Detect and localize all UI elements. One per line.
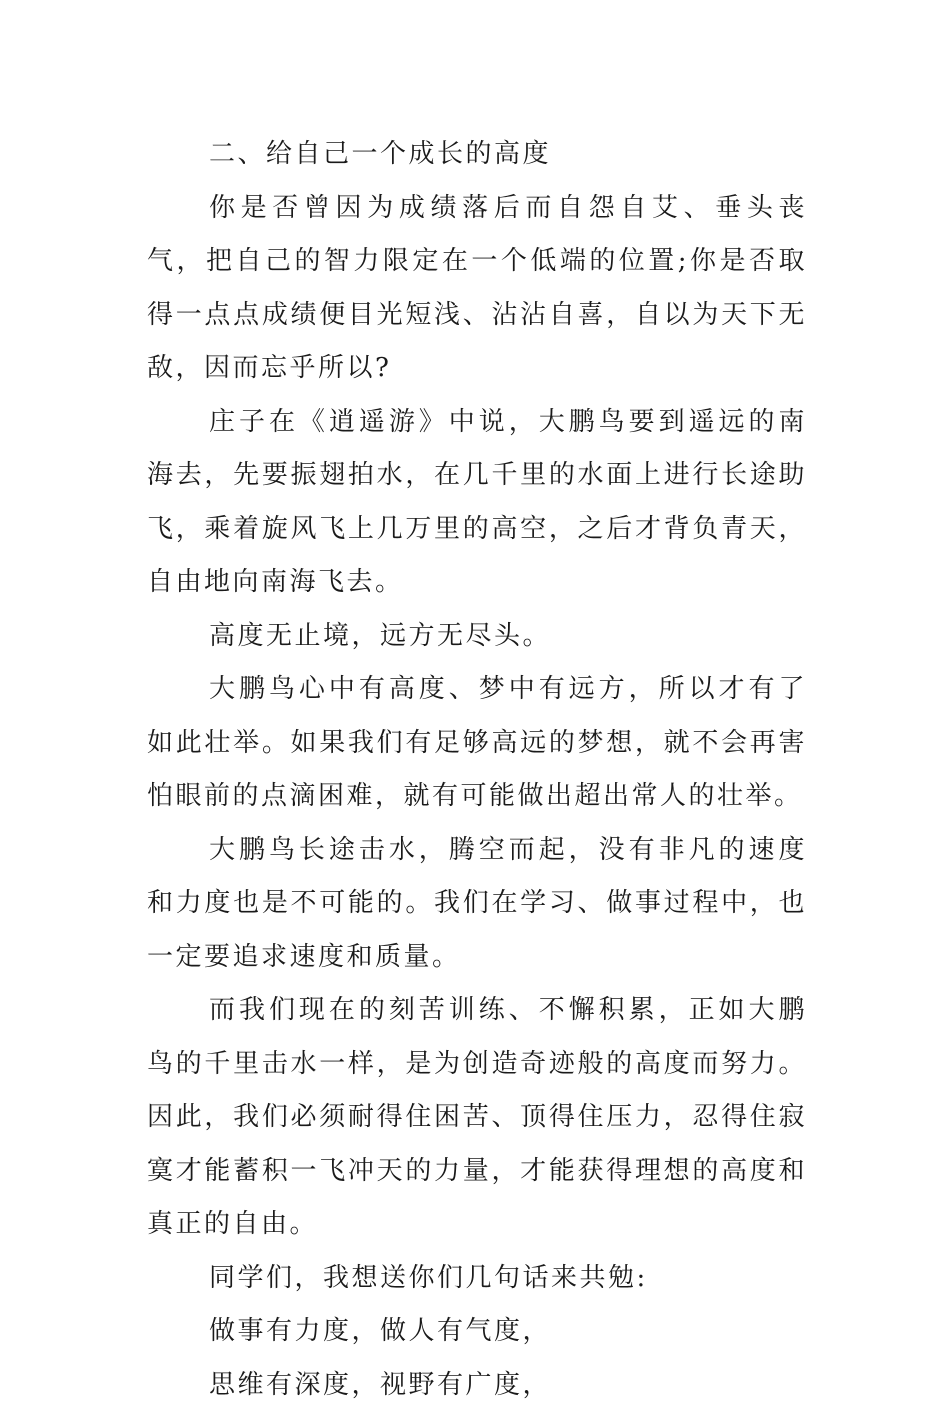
- paragraph: 同学们，我想送你们几句话来共勉:: [147, 1252, 807, 1306]
- paragraph: 做事有力度，做人有气度，: [147, 1305, 807, 1359]
- paragraph: 思维有深度，视野有广度，: [147, 1359, 807, 1412]
- paragraph: 大鹏鸟长途击水，腾空而起，没有非凡的速度和力度也是不可能的。我们在学习、做事过程中，也一定要追求速度和质量。: [147, 824, 807, 985]
- document-body: [147, 128, 807, 1412]
- paragraph: 高度无止境，远方无尽头。: [147, 610, 807, 664]
- section-heading: 二、给自己一个成长的高度: [147, 128, 807, 182]
- paragraph: 大鹏鸟心中有高度、梦中有远方，所以才有了如此壮举。如果我们有足够高远的梦想，就不会再害怕眼前的点滴困难，就有可能做出超出常人的壮举。: [147, 663, 807, 824]
- paragraph: 而我们现在的刻苦训练、不懈积累，正如大鹏鸟的千里击水一样，是为创造奇迹般的高度而努力。因此，我们必须耐得住困苦、顶得住压力，忍得住寂寞才能蓄积一飞冲天的力量，才能获得理想的高度和真正的自由。: [147, 984, 807, 1252]
- paragraph: 你是否曾因为成绩落后而自怨自艾、垂头丧气，把自己的智力限定在一个低端的位置;你是否取得一点点成绩便目光短浅、沾沾自喜，自以为天下无敌，因而忘乎所以?: [147, 182, 807, 396]
- paragraph: 庄子在《逍遥游》中说，大鹏鸟要到遥远的南海去，先要振翅拍水，在几千里的水面上进行长途助飞，乘着旋风飞上几万里的高空，之后才背负青天，自由地向南海飞去。: [147, 396, 807, 610]
